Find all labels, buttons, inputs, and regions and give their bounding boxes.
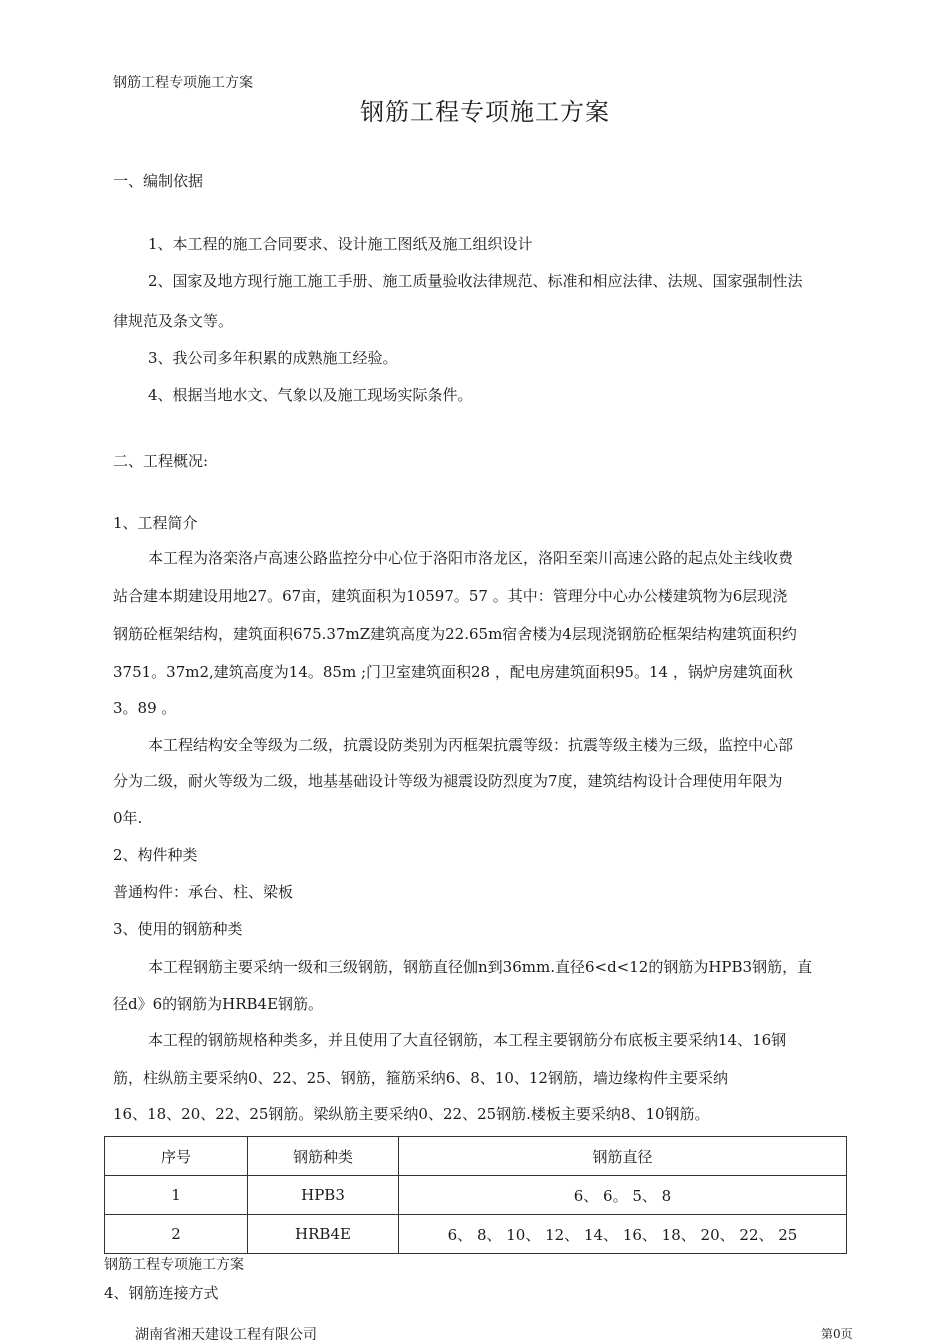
table-cell: HRB4E	[248, 1215, 399, 1254]
section-1-item: 1、本工程的施工合同要求、设计施工图纸及施工组织设计	[148, 235, 533, 253]
table-cell: HPB3	[248, 1176, 399, 1215]
table-header-cell: 序号	[105, 1137, 248, 1176]
table-row	[105, 1176, 847, 1215]
subsection-heading: 4、钢筋连接方式	[104, 1284, 219, 1302]
subsection-heading: 2、构件种类	[113, 846, 198, 864]
section-1-item: 4、根据当地水文、气象以及施工现场实际条件。	[148, 386, 473, 404]
paragraph-line: 16、18、20、22、25钢筋。梁纵筋主要采纳0、22、25钢筋.楼板主要采纳8、10钢筋。	[113, 1105, 710, 1123]
paragraph-line: 本工程结构安全等级为二级，抗震设防类别为丙框架抗震等级：抗震等级主楼为三级，监控中心部	[148, 736, 794, 754]
subsection-heading: 1、工程简介	[113, 514, 198, 532]
footer-page-number: 第0页	[821, 1327, 853, 1341]
running-header-repeat: 钢筋工程专项施工方案	[104, 1257, 244, 1273]
paragraph-line: 筋，柱纵筋主要采纳0、22、25、钢筋，箍筋采纳6、8、10、12钢筋，墙边缘构件主要采纳	[113, 1069, 728, 1087]
footer-company: 湖南省湘天建设工程有限公司	[135, 1327, 317, 1343]
table-cell: 1	[105, 1176, 248, 1215]
paragraph-line: 3751。37m2,建筑高度为14。85m ;门卫室建筑面积28 ，配电房建筑面积95。14 ，锅炉房建筑面秋	[113, 663, 793, 681]
paragraph-line: 钢筋砼框架结构，建筑面积675.37mZ建筑高度为22.65m宿舍楼为4层现浇钢筋砼框架结构建筑面积约	[113, 625, 797, 643]
section-1-item: 2、国家及地方现行施工施工手册、施工质量验收法律规范、标准和相应法律、法规、国家强制性法	[148, 272, 803, 290]
table-cell: 2	[105, 1215, 248, 1254]
paragraph-line: 径d》6的钢筋为HRB4E钢筋。	[113, 995, 324, 1013]
section-1-item: 律规范及条文等。	[113, 312, 234, 330]
table-cell: 6、 6。 5、 8	[399, 1176, 847, 1215]
running-header: 钢筋工程专项施工方案	[113, 75, 253, 91]
section-1-heading: 一、编制依据	[113, 172, 204, 190]
section-2-heading: 二、工程概况:	[113, 452, 209, 470]
table-row	[105, 1215, 847, 1254]
page-title: 钢筋工程专项施工方案	[360, 98, 610, 126]
paragraph-line: 本工程的钢筋规格种类多，并且使用了大直径钢筋，本工程主要钢筋分布底板主要采纳14、16钢	[148, 1031, 787, 1049]
paragraph-line: 3。89 。	[113, 699, 177, 717]
rebar-spec-table	[104, 1136, 847, 1254]
paragraph-line: 本工程钢筋主要采纳一级和三级钢筋，钢筋直径伽n到36mm.直径6<d<12的钢筋为HPB3钢筋，直	[148, 958, 813, 976]
subsection-heading: 3、使用的钢筋种类	[113, 920, 243, 938]
table-header-cell: 钢筋种类	[248, 1137, 399, 1176]
paragraph-line: 普通构件：承台、柱、梁板	[113, 883, 294, 901]
paragraph-line: 本工程为洛栾洛卢高速公路监控分中心位于洛阳市洛龙区，洛阳至栾川高速公路的起点处主线收费	[148, 549, 794, 567]
paragraph-line: 分为二级，耐火等级为二级，地基基础设计等级为褪震设防烈度为7度，建筑结构设计合理使用年限为	[113, 772, 783, 790]
paragraph-line: 0年.	[113, 809, 143, 827]
section-1-item: 3、我公司多年积累的成熟施工经验。	[148, 349, 398, 367]
table-header-row	[105, 1137, 847, 1176]
table-cell: 6、 8、 10、 12、 14、 16、 18、 20、 22、 25	[399, 1215, 847, 1254]
paragraph-line: 站合建本期建设用地27。67亩，建筑面积为10597。57 。其中：管理分中心办公楼建筑物为6层现浇	[113, 587, 788, 605]
table-header-cell: 钢筋直径	[399, 1137, 847, 1176]
